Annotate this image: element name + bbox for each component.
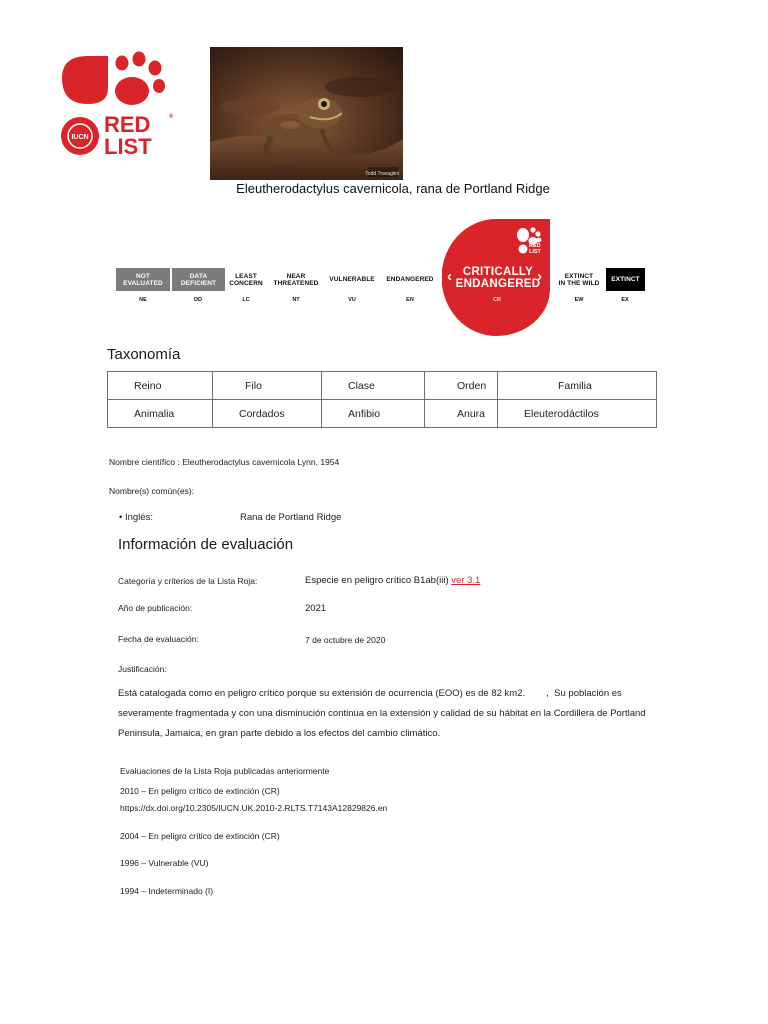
category-endangered: ENDANGERED xyxy=(386,276,434,283)
registered-mark: ® xyxy=(169,114,174,120)
taxonomy-heading: Taxonomía xyxy=(107,346,181,363)
taxonomy-value-cell: Anura xyxy=(425,400,498,428)
abbr-ew: EW xyxy=(574,297,584,303)
caption-text: Eleutherodactylus cavernicola, rana de Portland Ridge xyxy=(236,181,550,196)
publication-year-label: Año de publicación: xyxy=(118,603,193,613)
assessment-date-value: 7 de octubre de 2020 xyxy=(305,635,386,645)
previous-assessment-link[interactable]: https://dx.doi.org/10.2305/IUCN.UK.2010-2.RLTS.T7143A12829826.en xyxy=(120,803,388,813)
justification-text xyxy=(118,684,678,744)
category-extinct-in-the-wild: EXTINCT IN THE WILD xyxy=(558,272,600,287)
chevron-right-icon: › xyxy=(537,268,542,285)
iucn-red-list-logo xyxy=(58,48,176,164)
photo-credit: Todd Travaglini xyxy=(365,171,399,177)
category-version: ver 3.1 xyxy=(451,575,481,586)
taxonomy-value-cell: Animalia xyxy=(108,400,213,428)
taxonomy-header-cell: Reino xyxy=(108,372,213,400)
logo-red-text: RED xyxy=(104,112,151,137)
category-extinct: EXTINCT xyxy=(606,268,645,291)
abbr-en: EN xyxy=(406,297,414,303)
abbr-vu: VU xyxy=(348,297,356,303)
justification-label: Justificación: xyxy=(118,664,167,674)
taxonomy-value-row xyxy=(108,400,657,428)
badge-list-text: LIST xyxy=(529,249,541,255)
logo-list-text: LIST xyxy=(104,134,152,159)
frog-image xyxy=(210,47,403,180)
taxonomy-value-cell: Eleuterodáctilos xyxy=(498,400,657,428)
abbr-ne: NE xyxy=(139,297,147,303)
category-criteria-label: Categoría y criterios de la Lista Roja: xyxy=(118,576,258,586)
justification-line: severamente fragmentada y con una disminución continua en la extensión y calidad de su hábitat en la Cordillera de Portland xyxy=(118,708,646,719)
abbr-dd: DD xyxy=(194,297,202,303)
previous-assessments-heading: Evaluaciones de la Lista Roja publicadas anteriormente xyxy=(120,766,330,776)
taxonomy-value-cell: Cordados xyxy=(213,400,322,428)
abbr-ex: EX xyxy=(621,297,629,303)
category-data-deficient: DATA DEFICIENT xyxy=(172,268,225,291)
taxonomy-table xyxy=(107,371,657,428)
scientific-name: Nombre científico : Eleutherodactylus cavernicola Lynn, 1954 xyxy=(109,457,340,467)
badge-red-text: RED xyxy=(529,243,541,249)
common-names-label: Nombre(s) común(es): xyxy=(109,486,195,496)
taxonomy-header-row xyxy=(108,372,657,400)
justification-line: Está catalogada como en peligro crítico porque su extensión de ocurrencia (EOO) es de 82 km2. , Su población es xyxy=(118,688,622,699)
category-vulnerable: VULNERABLE xyxy=(329,276,375,283)
chevron-left-icon: ‹ xyxy=(447,268,452,285)
taxonomy-header-cell: Orden xyxy=(425,372,498,400)
taxonomy-header-cell: Filo xyxy=(213,372,322,400)
assessment-date-label: Fecha de evaluación: xyxy=(118,634,199,644)
category-criteria-value xyxy=(305,575,480,586)
previous-assessment-item: 2004 – En peligro crítico de extinción (CR) xyxy=(120,831,280,841)
justification-line: Peninsula, Jamaica, en gran parte debido a los efectos del cambio climático. xyxy=(118,728,441,739)
photo-caption xyxy=(0,181,768,196)
publication-year-value: 2021 xyxy=(305,603,327,614)
category-criteria-text: Especie en peligro crítico B1ab(iii) xyxy=(305,575,452,586)
taxonomy-header-cell: Clase xyxy=(322,372,425,400)
iucn-wordmark: IUCN xyxy=(71,134,89,141)
assessment-heading: Información de evaluación xyxy=(118,536,294,553)
taxonomy-value-cell: Anfibio xyxy=(322,400,425,428)
category-near-threatened: NEAR THREATENED xyxy=(273,272,319,287)
previous-assessment-item: 1994 – Indeterminado (I) xyxy=(120,886,214,896)
frog-photo xyxy=(210,47,403,180)
previous-assessment-item: 2010 – En peligro crítico de extinción (CR) xyxy=(120,786,280,796)
previous-assessment-item: 1996 – Vulnerable (VU) xyxy=(120,858,209,868)
abbr-nt: NT xyxy=(292,297,300,303)
english-name-label: • Inglés: xyxy=(119,512,153,523)
abbr-lc: LC xyxy=(242,297,250,303)
category-not-evaluated: NOT EVALUATED xyxy=(116,268,170,291)
english-name-value: Rana de Portland Ridge xyxy=(240,512,342,523)
abbr-cr: CR xyxy=(493,297,501,303)
category-critically-endangered: CRITICALLY ENDANGERED xyxy=(455,266,541,290)
category-least-concern: LEAST CONCERN xyxy=(229,272,263,287)
taxonomy-header-cell: Familia xyxy=(498,372,657,400)
